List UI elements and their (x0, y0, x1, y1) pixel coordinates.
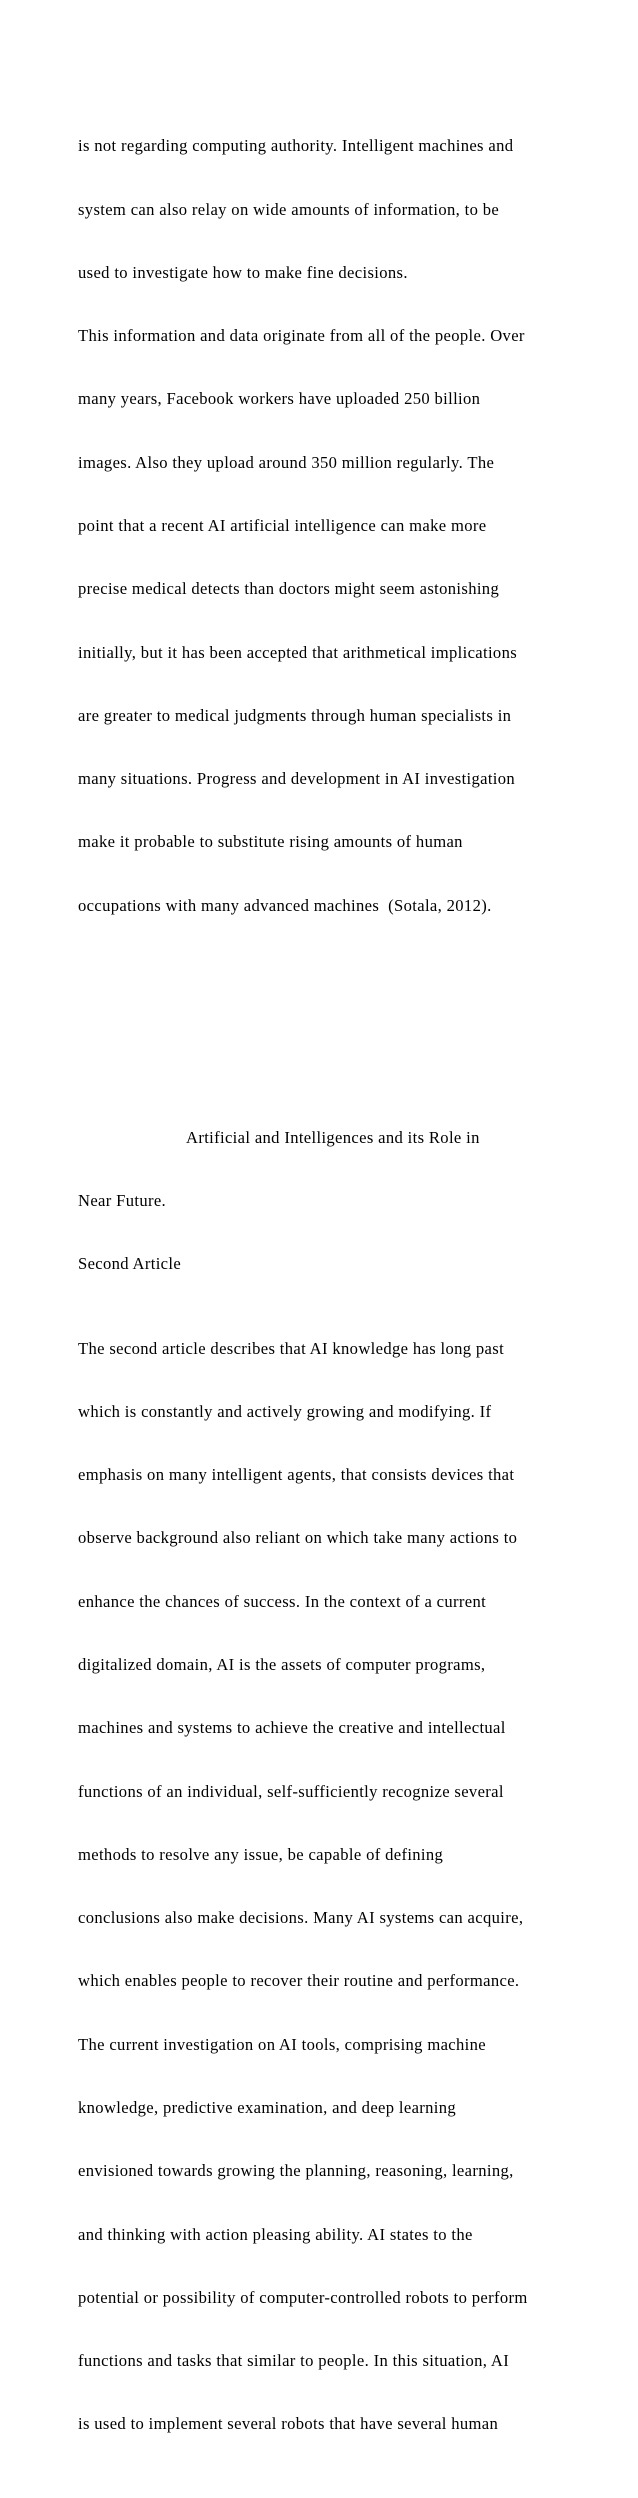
body-line: observe background also reliant on which take many actions to (78, 1528, 518, 1548)
body-line: are greater to medical judgments through human specialists in (78, 705, 512, 725)
body-line: is not regarding computing authority. Intelligent machines and (78, 136, 514, 156)
body-line: functions and tasks that similar to people. In this situation, AI (78, 2351, 510, 2371)
body-line: many years, Facebook workers have uploaded 250 billion (78, 389, 481, 409)
body-line: occupations with many advanced machines (Sotala, 2012). (78, 895, 492, 915)
body-line: enhance the chances of success. In the context of a current (78, 1591, 487, 1611)
body-line: envisioned towards growing the planning, reasoning, learning, (78, 2161, 514, 2181)
blank-line (78, 1042, 618, 1063)
body-line: used to investigate how to make fine decisions. (78, 262, 408, 282)
body-line: precise medical detects than doctors might seem astonishing (78, 579, 500, 599)
section-heading-continuation: Near Future. (78, 1190, 167, 1210)
body-line: functions of an individual, self-sufficiently recognize several (78, 1781, 504, 1801)
body-line: The current investigation on AI tools, comprising machine (78, 2034, 486, 2054)
body-line: potential or possibility of computer-controlled robots to perform (78, 2287, 528, 2307)
body-line: knowledge, predictive examination, and deep learning (78, 2098, 457, 2117)
body-line: point that a recent AI artificial intelligence can make more (78, 515, 487, 535)
body-line: methods to resolve any issue, be capable of defining (78, 1844, 444, 1864)
document-body (78, 72, 618, 2498)
body-line: emphasis on many intelligent agents, that consists devices that (78, 1465, 515, 1485)
body-line: which enables people to recover their routine and performance. (78, 1971, 520, 1991)
body-line: The second article describes that AI knowledge has long past (78, 1338, 505, 1358)
blank-line (78, 979, 618, 1000)
body-line: conclusions also make decisions. Many AI systems can acquire, (78, 1908, 524, 1928)
body-line: which is constantly and actively growing and modifying. If (78, 1401, 492, 1421)
subheading: Second Article (78, 1254, 182, 1274)
body-line: This information and data originate from all of the people. Over (78, 326, 525, 346)
body-line: system can also relay on wide amounts of information, to be (78, 199, 500, 219)
body-line: make it probable to substitute rising amounts of human (78, 832, 463, 852)
body-line: is used to implement several robots that have several human (78, 2414, 499, 2434)
body-line: machines and systems to achieve the creative and intellectual (78, 1718, 506, 1738)
body-line: digitalized domain, AI is the assets of computer programs, (78, 1655, 486, 1675)
body-line: many situations. Progress and development in AI investigation (78, 769, 516, 789)
body-line: initially, but it has been accepted that arithmetical implications (78, 642, 518, 662)
section-heading: Artificial and Intelligences and its Role in (186, 1127, 480, 1147)
body-line: images. Also they upload around 350 million regularly. The (78, 452, 495, 472)
body-line: and thinking with action pleasing ability. AI states to the (78, 2224, 473, 2244)
